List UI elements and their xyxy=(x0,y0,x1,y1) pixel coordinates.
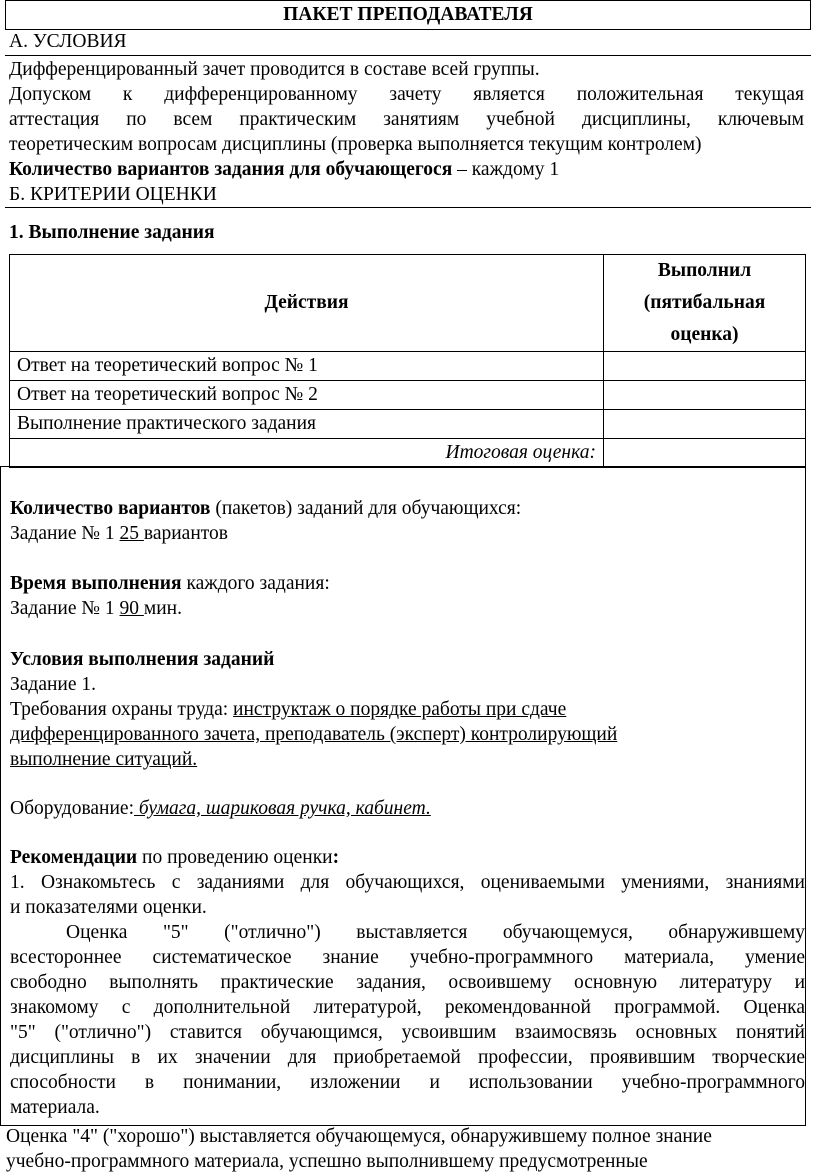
task-label: Задание 1. xyxy=(10,674,97,695)
equipment-label: Оборудование: xyxy=(10,798,134,819)
count-label: Количество вариантов xyxy=(10,498,211,519)
col-done-line: оценка) xyxy=(670,324,739,345)
time-heading xyxy=(10,572,806,596)
recommendations-heading xyxy=(10,846,806,870)
conditions-heading: Условия выполнения заданий xyxy=(10,649,275,670)
table-row xyxy=(10,381,806,410)
col-done-header xyxy=(604,255,806,352)
task-time-value: 90 xyxy=(119,598,144,619)
safety-line-2 xyxy=(10,723,806,747)
grade-cell[interactable] xyxy=(604,381,806,410)
safety-text: дифференцированного зачета, преподаватель (эксперт) контролирующий xyxy=(10,724,618,745)
col-actions-header: Действия xyxy=(10,255,604,352)
table-total-row xyxy=(10,439,806,468)
grade5-line: материала. xyxy=(10,1097,100,1118)
recommendations-colon: : xyxy=(332,847,340,868)
col-done-line: Выполнил xyxy=(657,260,752,281)
safety-text: выполнение ситуаций. xyxy=(10,749,198,770)
grade5-line: Оценка "5" ("отлично") выставляется обучающемуся, обнаружившему xyxy=(66,922,805,943)
grade5-line: "5" ("отлично") ставится обучающимся, усвоившим взаимосвязь основных понятий xyxy=(10,1022,805,1043)
safety-line-1 xyxy=(10,698,806,722)
grade4-line: Оценка "4" ("хорошо") выставляется обучающемуся, обнаружившему полное знание xyxy=(6,1126,712,1147)
table-row xyxy=(10,410,806,439)
total-grade-cell[interactable] xyxy=(604,439,806,468)
grade5-line: дисциплины в их значении для приобретаемой профессии, проявившим творческие xyxy=(10,1047,805,1068)
grade5-line: знакомому с дополнительной литературой, рекомендованной программой. Оценка xyxy=(10,997,805,1018)
time-label: Время выполнения xyxy=(10,573,182,594)
admission-line-3: теоретическим вопросам дисциплины (проверка выполняется текущим контролем) xyxy=(9,134,702,155)
grade5-line: способности в понимании, изложении и использовании учебно-программного xyxy=(10,1072,805,1093)
col-done-line: (пятибальная xyxy=(643,292,766,313)
total-label: Итоговая оценка: xyxy=(10,439,604,468)
grade4-line: учебно-программного материала, успешно выполнившему предусмотренные xyxy=(6,1151,648,1172)
conditions-line: Дифференцированный зачет проводится в составе всей группы. xyxy=(9,59,540,80)
criteria-table xyxy=(9,254,806,468)
action-cell: Ответ на теоретический вопрос № 1 xyxy=(10,352,604,381)
rec-item-1-line-1: 1. Ознакомьтесь с заданиями для обучающихся, оцениваемыми умениями, знаниями xyxy=(10,872,805,893)
task-time-line xyxy=(10,597,806,621)
grade-cell[interactable] xyxy=(604,352,806,381)
table-header-row xyxy=(10,255,806,352)
task-count-line xyxy=(10,522,806,546)
divider xyxy=(5,207,811,208)
task-count-value: 25 xyxy=(119,523,144,544)
safety-label: Требования охраны труда: xyxy=(10,699,234,720)
admission-line-2: аттестация по всем практическим занятиям учебной дисциплины, ключевым xyxy=(9,109,804,130)
variants-line xyxy=(9,158,559,182)
table-row xyxy=(10,352,806,381)
rec-item-1-line-2: и показателями оценки. xyxy=(10,897,207,918)
action-cell: Ответ на теоретический вопрос № 2 xyxy=(10,381,604,410)
recommendations-text: по проведению оценки xyxy=(137,847,333,868)
task-count-suffix: вариантов xyxy=(143,523,228,544)
task-time-suffix: мин. xyxy=(143,598,182,619)
count-text: (пакетов) заданий для обучающихся: xyxy=(210,498,522,519)
count-heading xyxy=(10,497,806,521)
section-b-heading: Б. КРИТЕРИИ ОЦЕНКИ xyxy=(9,184,217,205)
equipment-value: бумага, шариковая ручка, кабинет. xyxy=(134,798,431,819)
page-title: ПАКЕТ ПРЕПОДАВАТЕЛЯ xyxy=(5,0,811,30)
grade5-line: свободно выполнять практические задания, освоившему основную литературу и xyxy=(10,972,805,993)
task-time-prefix: Задание № 1 xyxy=(10,598,120,619)
safety-line-3 xyxy=(10,748,806,772)
grade5-line: всестороннее систематическое знание учебно-программного материала, умение xyxy=(10,947,805,968)
action-cell: Выполнение практического задания xyxy=(10,410,604,439)
variants-value: – каждому 1 xyxy=(452,159,560,180)
task-count-prefix: Задание № 1 xyxy=(10,523,120,544)
divider xyxy=(5,55,811,56)
grade-cell[interactable] xyxy=(604,410,806,439)
section-a-heading: А. УСЛОВИЯ xyxy=(9,31,127,52)
recommendations-label: Рекомендации xyxy=(10,847,138,868)
safety-text: инструктаж о порядке работы при сдаче xyxy=(233,699,567,720)
equipment-line xyxy=(10,797,806,821)
time-text: каждого задания: xyxy=(181,573,330,594)
variants-label: Количество вариантов задания для обучающегося xyxy=(9,159,453,180)
task-subheading: 1. Выполнение задания xyxy=(9,222,215,243)
admission-line-1: Допуском к дифференцированному зачету является положительная текущая xyxy=(9,84,804,105)
